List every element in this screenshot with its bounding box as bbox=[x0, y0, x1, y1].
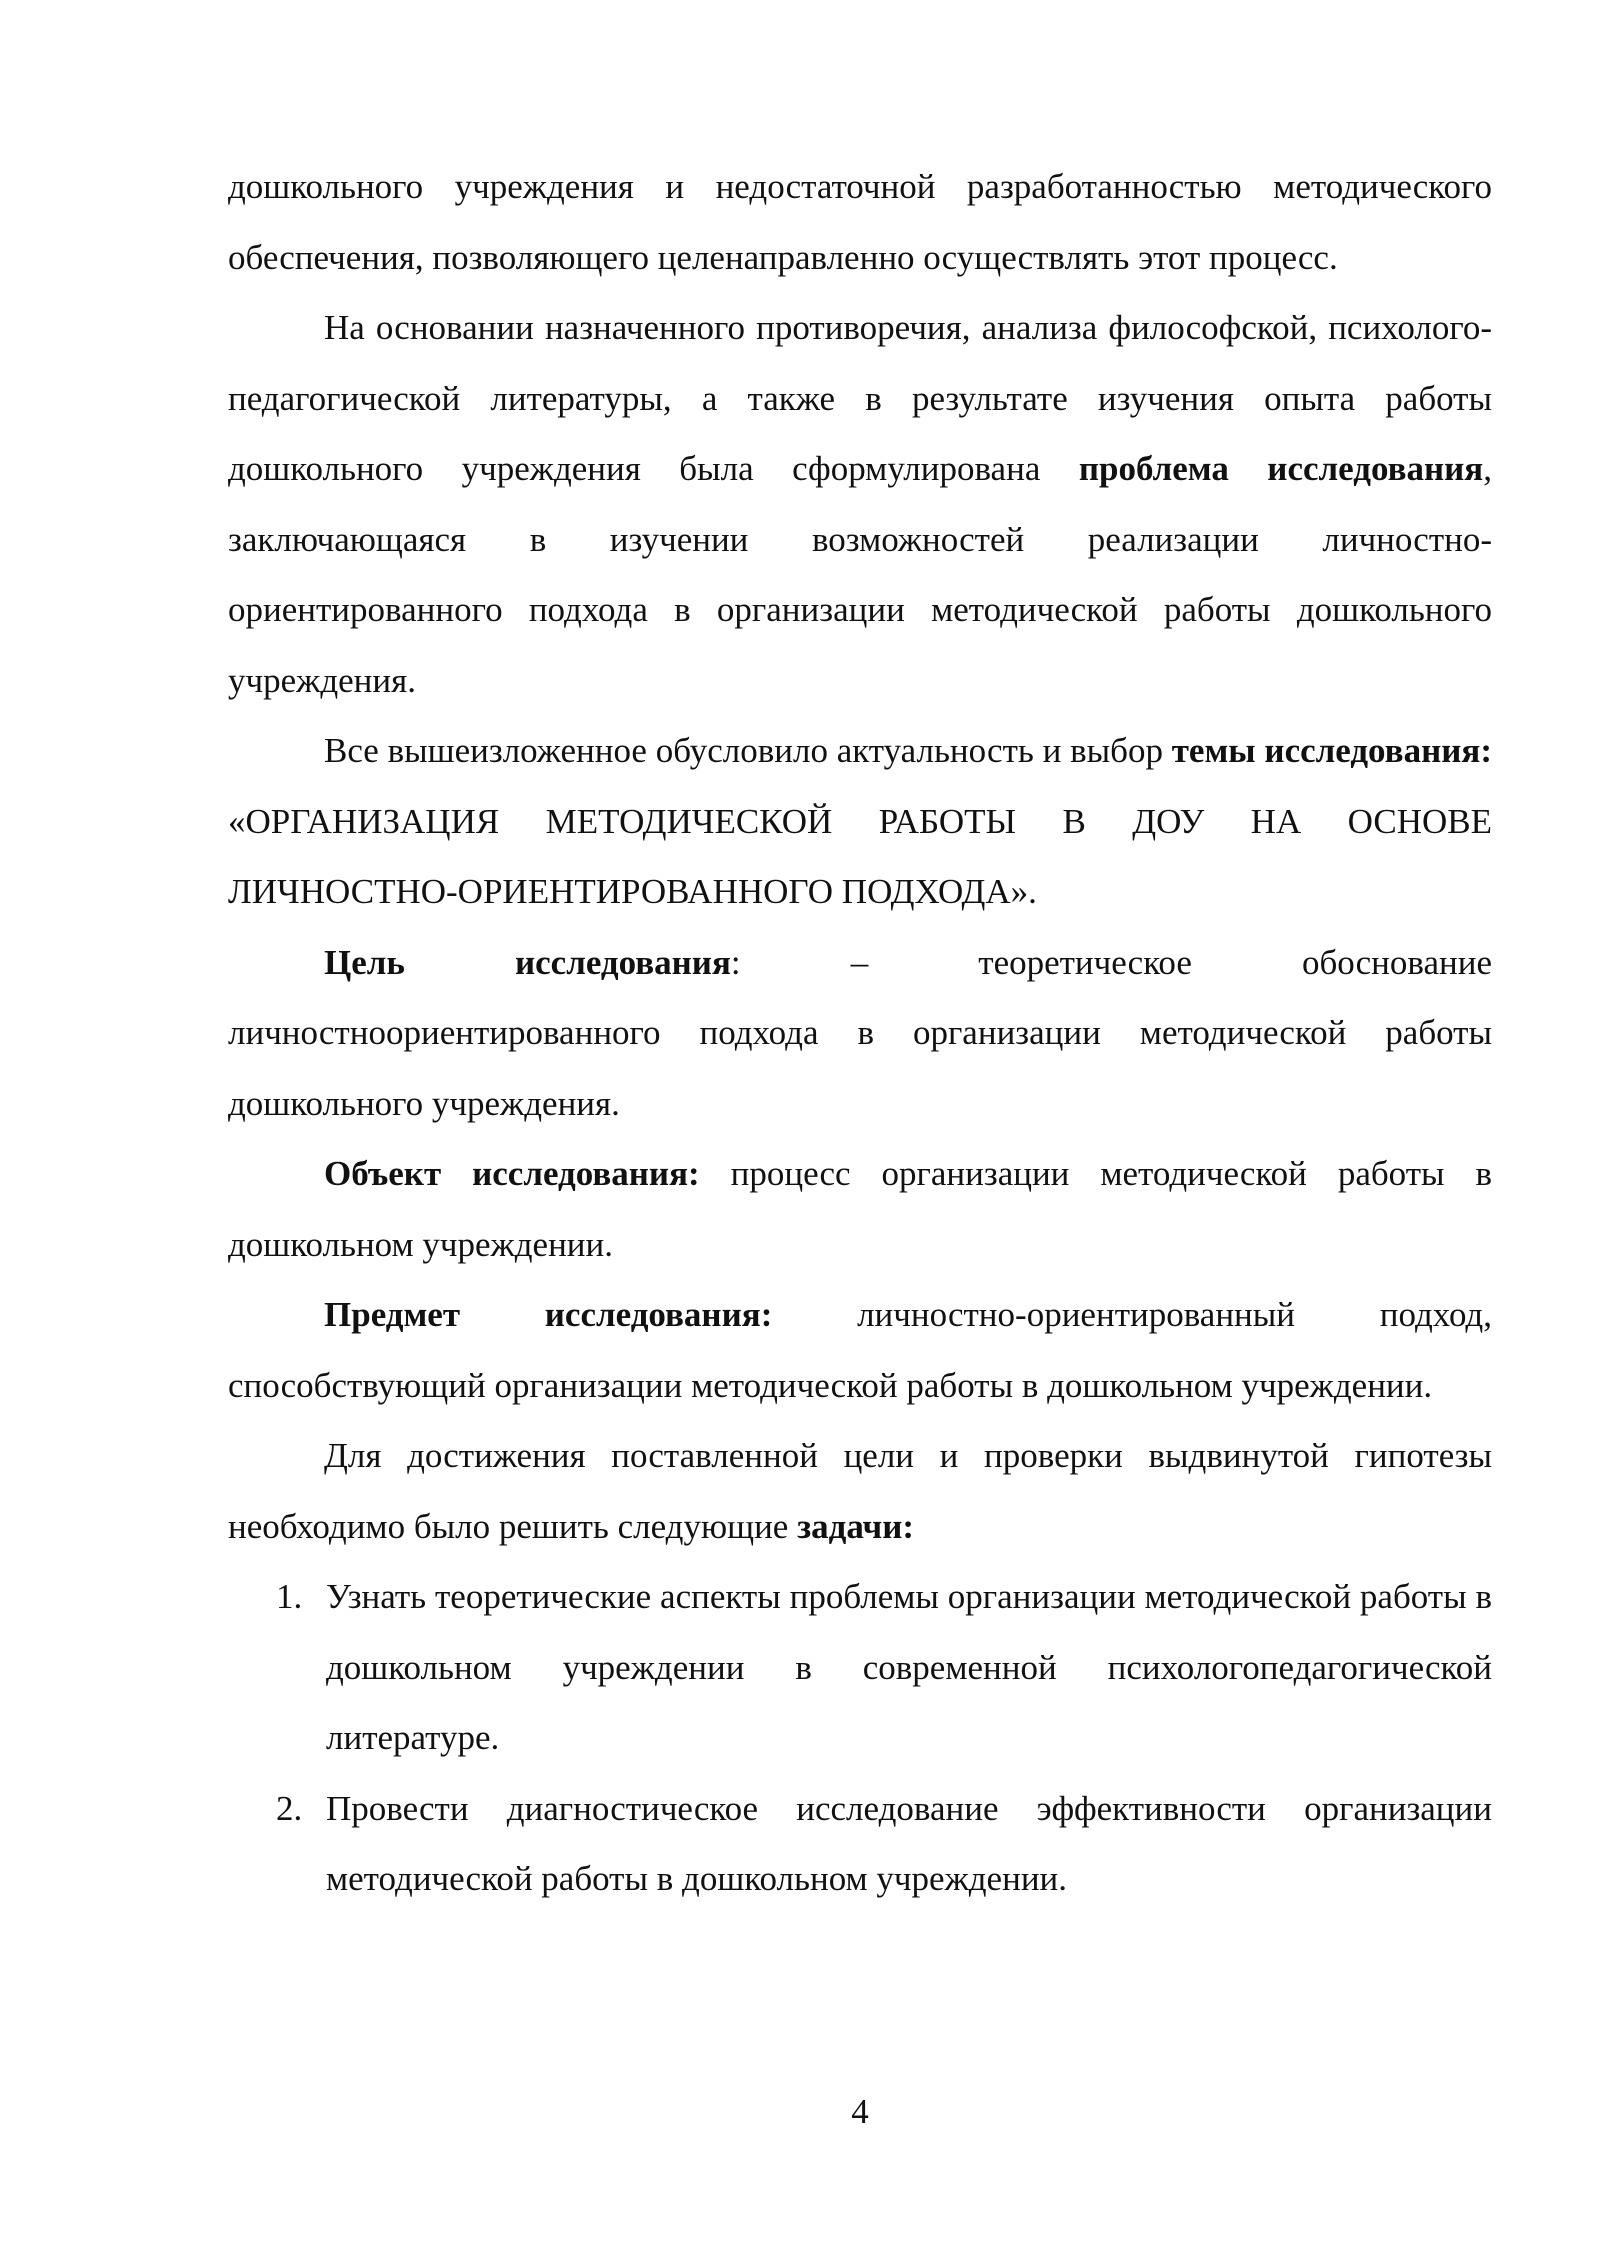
paragraph-text: Для достижения поставленной цели и проверки выдвинутой гипотезы необходимо было решить следующие bbox=[228, 1436, 1492, 1546]
paragraph-text: Все вышеизложенное обусловило актуальность и выбор bbox=[324, 731, 1172, 770]
list-item-number: 1. bbox=[276, 1577, 303, 1616]
bold-term-subject: Предмет исследования: bbox=[324, 1295, 773, 1334]
page-number: 4 bbox=[851, 2092, 869, 2131]
paragraph-goal bbox=[228, 928, 1492, 1140]
paragraph-topic bbox=[228, 716, 1492, 928]
paragraph-text: : – теоретическое обоснование личностноориентированного подхода в организации методической работы дошкольного учреждения. bbox=[228, 942, 1492, 1123]
list-item-number: 2. bbox=[276, 1788, 303, 1828]
bold-term-topic: темы исследования: bbox=[1171, 731, 1493, 770]
page-body bbox=[228, 152, 1492, 1915]
paragraph-text: «ОРГАНИЗАЦИЯ МЕТОДИЧЕСКОЙ РАБОТЫ В ДОУ НА ОСНОВЕ ЛИЧНОСТНО-ОРИЕНТИРОВАННОГО ПОДХОДА». bbox=[228, 801, 1492, 911]
list-item-text: Провести диагностическое исследование эффективности организации методической работы в дошкольном учреждении. bbox=[326, 1788, 1492, 1898]
paragraph-text: процесс организации методической работы в дошкольном учреждении. bbox=[228, 1154, 1492, 1264]
paragraph-text: личностно-ориентированный подход, способствующий организации методической работы в дошкольном учреждении. bbox=[228, 1295, 1492, 1405]
tasks-list bbox=[228, 1562, 1492, 1915]
paragraph-object bbox=[228, 1139, 1492, 1280]
paragraph-continuation bbox=[228, 152, 1492, 293]
paragraph-tasks-intro bbox=[228, 1421, 1492, 1562]
bold-term-tasks: задачи: bbox=[797, 1506, 915, 1546]
paragraph-text: На основании назначенного противоречия, анализа философской, психолого-педагогической литературы, а также в результате изучения опыта работы дошкольного учреждения была сформулирована bbox=[228, 308, 1492, 488]
list-item-text: Узнать теоретические аспекты проблемы организации методической работы в дошкольном учреждении в современной психологопедагогической литературе. bbox=[326, 1577, 1492, 1757]
list-item bbox=[228, 1774, 1492, 1915]
list-item bbox=[228, 1562, 1492, 1774]
document-page bbox=[228, 0, 1492, 2262]
bold-term-goal: Цель исследования bbox=[324, 942, 731, 982]
bold-term-object: Объект исследования: bbox=[324, 1154, 700, 1193]
paragraph-subject bbox=[228, 1280, 1492, 1421]
paragraph-text: дошкольного учреждения и недостаточной разработанностью методического обеспечения, позволяющего целенаправленно осуществлять этот процесс. bbox=[228, 167, 1492, 277]
bold-term-problem: проблема исследования bbox=[1078, 449, 1484, 488]
paragraph-text: , заключающаяся в изучении возможностей реализации личностно-ориентированного подхода в организации методической работы дошкольного учреждения. bbox=[228, 449, 1492, 700]
paragraph-problem bbox=[228, 293, 1492, 716]
